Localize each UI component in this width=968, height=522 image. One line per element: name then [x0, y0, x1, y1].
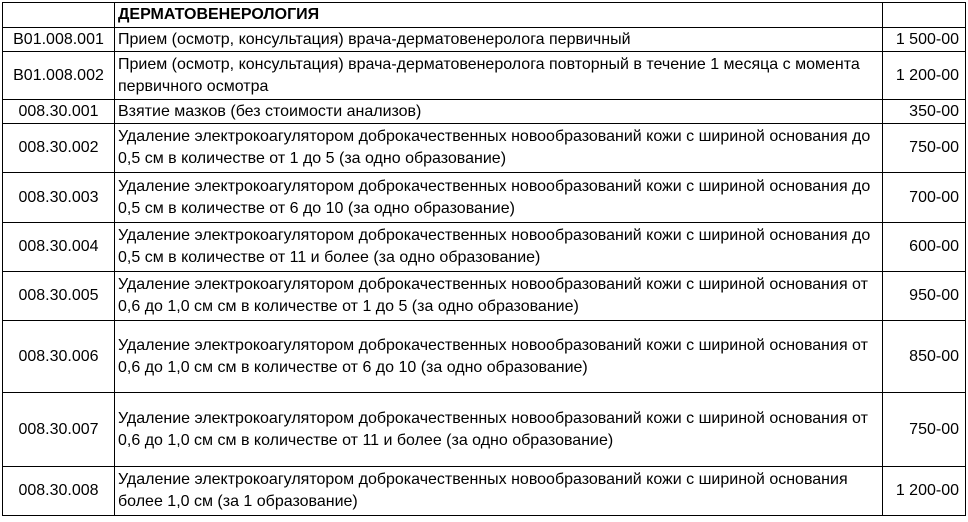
service-description: Взятие мазков (без стоимости анализов) [115, 100, 883, 124]
service-description: Удаление электрокоагулятором доброкачественных новообразований кожи с шириной основания от 0,6 до 1,0 см см в количестве от 1 до 5 (за одно образование) [115, 272, 883, 321]
service-description: Удаление электрокоагулятором доброкачественных новообразований кожи с шириной основания до 0,5 см в количестве от 1 до 5 (за одно образование) [115, 124, 883, 173]
service-description: Удаление электрокоагулятором доброкачественных новообразований кожи с шириной основания от 0,6 до 1,0 см см в количестве от 11 и более (за одно образование) [115, 393, 883, 467]
service-price: 1 500-00 [883, 28, 966, 52]
service-price: 1 200-00 [883, 52, 966, 100]
service-price: 750-00 [883, 393, 966, 467]
service-code: 008.30.004 [3, 223, 115, 272]
service-code: 008.30.005 [3, 272, 115, 321]
service-price: 350-00 [883, 100, 966, 124]
service-description: Удаление электрокоагулятором доброкачественных новообразований кожи с шириной основания от 0,6 до 1,0 см см в количестве от 6 до 10 (за одно образование) [115, 321, 883, 393]
price-list-table [2, 2, 966, 516]
service-price: 750-00 [883, 124, 966, 173]
service-code: 008.30.007 [3, 393, 115, 467]
service-code: В01.008.002 [3, 52, 115, 100]
service-code: 008.30.008 [3, 467, 115, 516]
table-row [3, 223, 966, 272]
table-row [3, 393, 966, 467]
service-description: Удаление электрокоагулятором доброкачественных новообразований кожи с шириной основания до 0,5 см в количестве от 11 и более (за одно образование) [115, 223, 883, 272]
service-price: 950-00 [883, 272, 966, 321]
table-row [3, 321, 966, 393]
section-price-cell [883, 3, 966, 28]
service-price: 1 200-00 [883, 467, 966, 516]
service-description: Удаление электрокоагулятором доброкачественных новообразований кожи с шириной основания более 1,0 см (за 1 образование) [115, 467, 883, 516]
service-description: Удаление электрокоагулятором доброкачественных новообразований кожи с шириной основания до 0,5 см в количестве от 6 до 10 (за одно образование) [115, 173, 883, 223]
section-title: ДЕРМАТОВЕНЕРОЛОГИЯ [115, 3, 883, 28]
table-row [3, 173, 966, 223]
table-row [3, 467, 966, 516]
table-row [3, 124, 966, 173]
service-price: 850-00 [883, 321, 966, 393]
table-row [3, 272, 966, 321]
table-row [3, 100, 966, 124]
service-price: 600-00 [883, 223, 966, 272]
table-row [3, 52, 966, 100]
service-code: 008.30.002 [3, 124, 115, 173]
section-code-cell [3, 3, 115, 28]
service-price: 700-00 [883, 173, 966, 223]
service-code: 008.30.003 [3, 173, 115, 223]
section-header-row [3, 3, 966, 28]
table-row [3, 28, 966, 52]
service-description: Прием (осмотр, консультация) врача-дерматовенеролога повторный в течение 1 месяца с момента первичного осмотра [115, 52, 883, 100]
service-code: 008.30.001 [3, 100, 115, 124]
service-description: Прием (осмотр, консультация) врача-дерматовенеролога первичный [115, 28, 883, 52]
service-code: В01.008.001 [3, 28, 115, 52]
service-code: 008.30.006 [3, 321, 115, 393]
